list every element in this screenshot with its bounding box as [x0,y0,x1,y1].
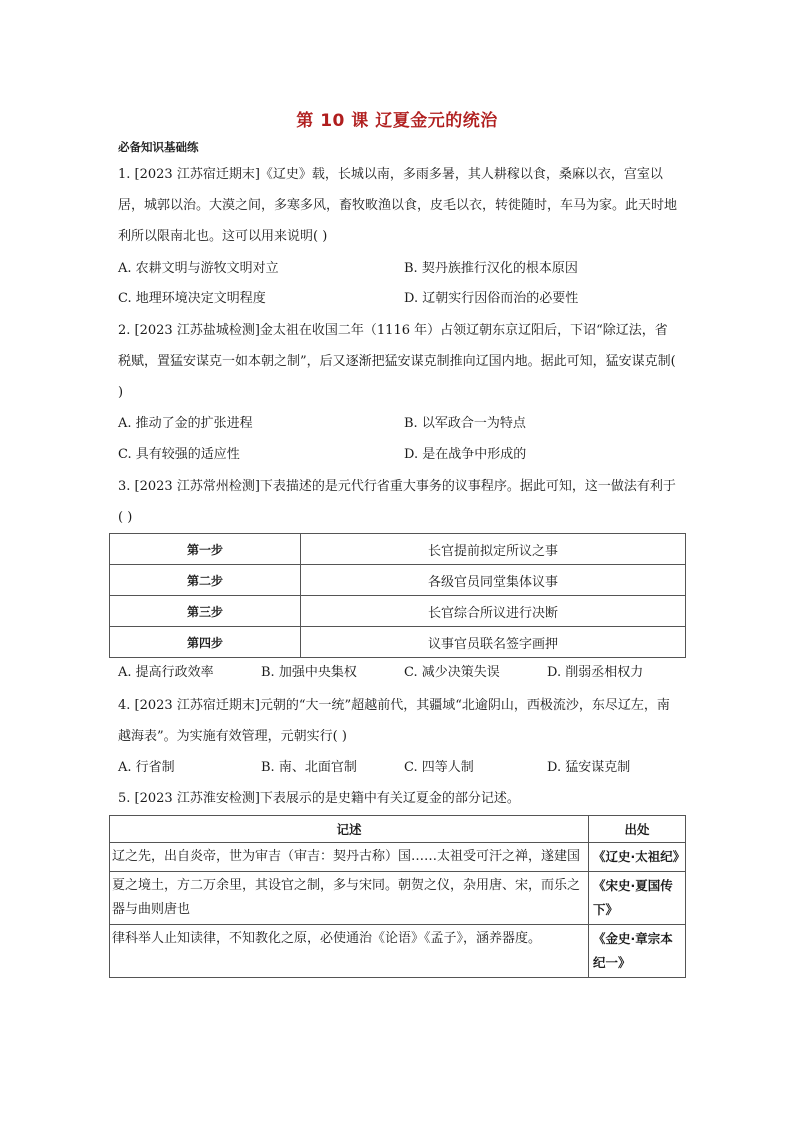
question-3-option-c[interactable]: C. 减少决策失误 [404,665,500,680]
question-2-stem: 2. [2023 江苏盐城检测]金太祖在收国二年（1116 年）占领辽朝东京辽阳后，下诏“除辽法，省税赋，置猛安谋克一如本朝之制”，后又逐渐把猛安谋克制推向辽国内地。据此可知，猛安谋克制( ) [118,323,676,400]
source-cell: 《宋史·夏国传下》 [589,872,686,925]
step-description-cell: 长官提前拟定所议之事 [301,534,686,565]
table-row [110,843,686,872]
question-1-stem: 1. [2023 江苏宿迁期末]《辽史》载，长城以南，多雨多暑，其人耕稼以食，桑麻以衣，宫室以居，城郭以治。大漠之间，多寒多风，畜牧畋渔以食，皮毛以衣，转徙随时，车马为家。此天时地利所以限南北也。这可以用来说明( ) [118,167,678,244]
step-cell: 第二步 [110,565,301,596]
question-2-option-c[interactable]: C. 具有较强的适应性 [118,447,240,462]
question-5-table [109,815,686,978]
question-3-table [109,533,686,658]
lesson-title: 第 10 课 辽夏金元的统治 [296,111,498,131]
record-column-header: 记述 [110,816,589,843]
question-5-stem: 5. [2023 江苏淮安检测]下表展示的是史籍中有关辽夏金的部分记述。 [118,791,520,806]
table-row [110,627,686,658]
table-row [110,925,686,978]
question-4-option-d[interactable]: D. 猛安谋克制 [547,760,631,775]
step-description-cell: 各级官员同堂集体议事 [301,565,686,596]
table-row [110,872,686,925]
question-4-option-c[interactable]: C. 四等人制 [404,760,474,775]
table-row [110,565,686,596]
question-1-option-a[interactable]: A. 农耕文明与游牧文明对立 [118,261,279,276]
source-cell: 《金史·章宗本纪一》 [589,925,686,978]
record-cell: 辽之先，出自炎帝，世为审吉（审吉：契丹古称）国……太祖受可汗之禅，遂建国 [110,843,589,872]
record-cell: 律科举人止知读律，不知教化之原，必使通治《论语》《孟子》，涵养器度。 [110,925,589,978]
step-description-cell: 长官综合所议进行决断 [301,596,686,627]
source-column-header: 出处 [589,816,686,843]
section-heading: 必备知识基础练 [118,140,199,154]
table-row [110,534,686,565]
source-cell: 《辽史·太祖纪》 [589,843,686,872]
question-4-option-b[interactable]: B. 南、北面官制 [261,760,357,775]
question-3-option-a[interactable]: A. 提高行政效率 [118,665,214,680]
question-1-option-b[interactable]: B. 契丹族推行汉化的根本原因 [404,261,578,276]
table-header-row [110,816,686,843]
step-cell: 第三步 [110,596,301,627]
question-1-option-c[interactable]: C. 地理环境决定文明程度 [118,291,266,306]
step-cell: 第一步 [110,534,301,565]
question-1-option-d[interactable]: D. 辽朝实行因俗而治的必要性 [404,291,579,306]
step-description-cell: 议事官员联名签字画押 [301,627,686,658]
question-3-stem: 3. [2023 江苏常州检测]下表描述的是元代行省重大事务的议事程序。据此可知，这一做法有利于( ) [118,479,676,525]
table-row [110,596,686,627]
question-2-option-a[interactable]: A. 推动了金的扩张进程 [118,416,253,431]
step-cell: 第四步 [110,627,301,658]
question-2-option-b[interactable]: B. 以军政合一为特点 [404,416,526,431]
question-4-stem: 4. [2023 江苏宿迁期末]元朝的“大一统”超越前代，其疆域“北逾阴山，西极流沙，东尽辽左，南越海表”。为实施有效管理，元朝实行( ) [118,698,670,744]
question-4-option-a[interactable]: A. 行省制 [118,760,175,775]
record-cell: 夏之境土，方二万余里，其设官之制，多与宋同。朝贺之仪，杂用唐、宋，而乐之器与曲则唐也 [110,872,589,925]
question-3-option-b[interactable]: B. 加强中央集权 [261,665,357,680]
question-2-option-d[interactable]: D. 是在战争中形成的 [404,447,527,462]
question-3-option-d[interactable]: D. 削弱丞相权力 [547,665,644,680]
